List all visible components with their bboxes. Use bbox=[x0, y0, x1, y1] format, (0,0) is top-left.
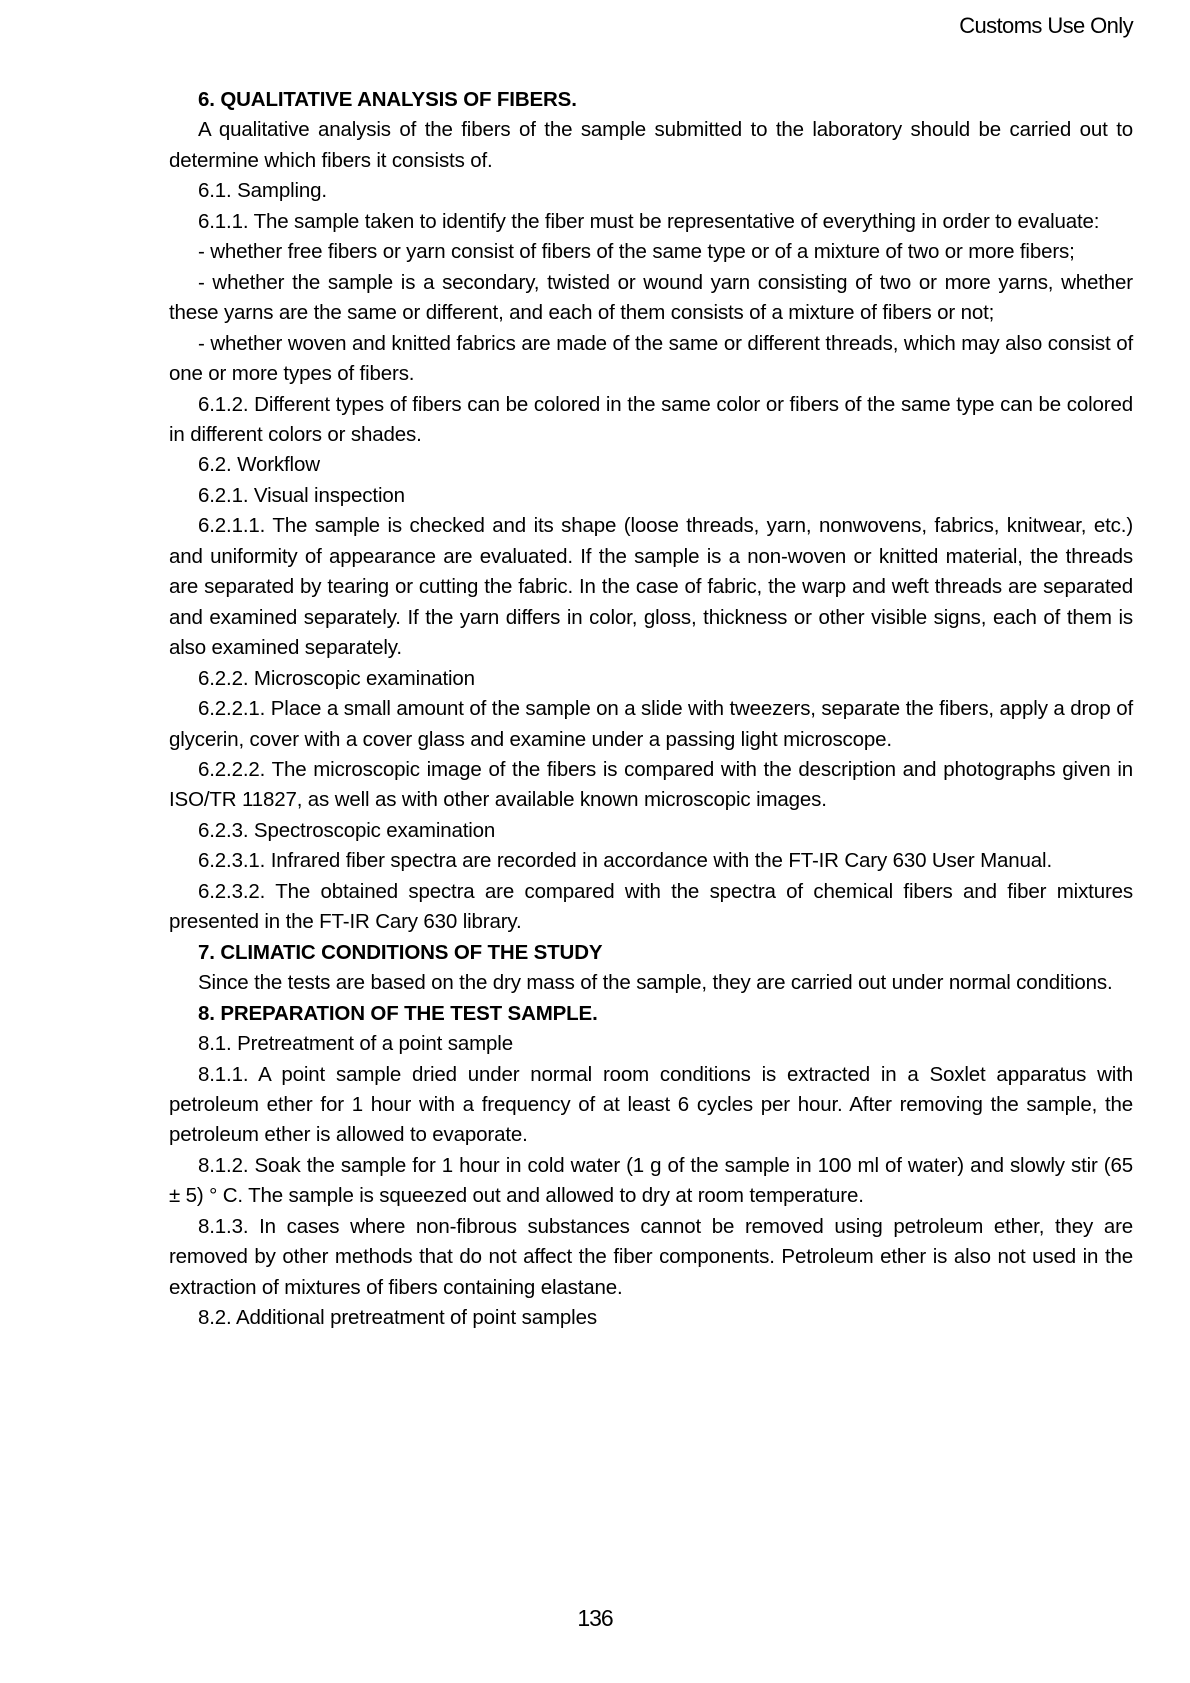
paragraph: 8.1.1. A point sample dried under normal room conditions is extracted in a Soxlet apparatus with petroleum ether for 1 hour with a frequency of at least 6 cycles per hour. After removing the sample, the petroleum ether is allowed to evaporate. bbox=[169, 1062, 1133, 1147]
paragraph: - whether the sample is a secondary, twisted or wound yarn consisting of two or more yarns, whether these yarns are the same or different, and each of them consists of a mixture of fibers or not; bbox=[169, 270, 1133, 325]
paragraph: - whether free fibers or yarn consist of fibers of the same type or of a mixture of two or more fibers; bbox=[198, 240, 1075, 264]
paragraph: 6.2.3. Spectroscopic examination bbox=[198, 818, 496, 842]
section-heading: 8. PREPARATION OF THE TEST SAMPLE. bbox=[198, 1001, 598, 1025]
paragraph: 6.2.2.1. Place a small amount of the sample on a slide with tweezers, separate the fibers, apply a drop of glycerin, cover with a cover glass and examine under a passing light microscope. bbox=[169, 697, 1133, 751]
paragraph: 6.2.3.1. Infrared fiber spectra are recorded in accordance with the FT-IR Cary 630 User Manual. bbox=[198, 849, 1052, 873]
paragraph: 6.2.2.2. The microscopic image of the fibers is compared with the description and photographs given in ISO/TR 11827, as well as with other available known microscopic images. bbox=[169, 757, 1133, 812]
paragraph: 8.1. Pretreatment of a point sample bbox=[198, 1032, 513, 1056]
paragraph: 6.1.2. Different types of fibers can be colored in the same color or fibers of the same type can be colored in different colors or shades. bbox=[169, 392, 1133, 446]
paragraph: 8.2. Additional pretreatment of point samples bbox=[198, 1306, 597, 1330]
paragraph: 6.2.1. Visual inspection bbox=[198, 483, 405, 507]
header-classification-label: Customs Use Only bbox=[959, 13, 1133, 38]
paragraph: 8.1.2. Soak the sample for 1 hour in cold water (1 g of the sample in 100 ml of water) and slowly stir (65 ± 5) ° C. The sample is squeezed out and allowed to dry at room temperature. bbox=[169, 1153, 1133, 1208]
paragraph: A qualitative analysis of the fibers of the sample submitted to the laboratory should be carried out to determine which fibers it consists of. bbox=[169, 118, 1133, 172]
paragraph: 6.2.3.2. The obtained spectra are compared with the spectra of chemical fibers and fiber mixtures presented in the FT-IR Cary 630 library. bbox=[169, 879, 1133, 934]
paragraph: 6.2.1.1. The sample is checked and its shape (loose threads, yarn, nonwovens, fabrics, knitwear, etc.) and uniformity of appearance are evaluated. If the sample is a non-woven or knitted material, the threads are separated by tearing or cutting the fabric. In the case of fabric, the warp and weft threads are separated and examined separately. If the yarn differs in color, gloss, thickness or other visible signs, each of them is also examined separately. bbox=[169, 514, 1133, 660]
paragraph: 8.1.3. In cases where non-fibrous substances cannot be removed using petroleum ether, they are removed by other methods that do not affect the fiber components. Petroleum ether is also not used in the extraction of mixtures of fibers containing elastane. bbox=[169, 1214, 1133, 1299]
paragraph: 6.1.1. The sample taken to identify the fiber must be representative of everything in order to evaluate: bbox=[198, 209, 1100, 233]
paragraph: 6.2.2. Microscopic examination bbox=[198, 666, 475, 690]
paragraph: 6.2. Workflow bbox=[198, 453, 320, 477]
section-heading: 6. QUALITATIVE ANALYSIS OF FIBERS. bbox=[198, 88, 577, 111]
section-heading: 7. CLIMATIC CONDITIONS OF THE STUDY bbox=[198, 940, 603, 964]
page-number: 136 bbox=[577, 1605, 613, 1631]
paragraph: Since the tests are based on the dry mass of the sample, they are carried out under normal conditions. bbox=[198, 971, 1113, 995]
paragraph: 6.1. Sampling. bbox=[198, 179, 327, 203]
paragraph: - whether woven and knitted fabrics are made of the same or different threads, which may also consist of one or more types of fibers. bbox=[169, 331, 1133, 386]
document-body bbox=[169, 85, 1133, 1334]
